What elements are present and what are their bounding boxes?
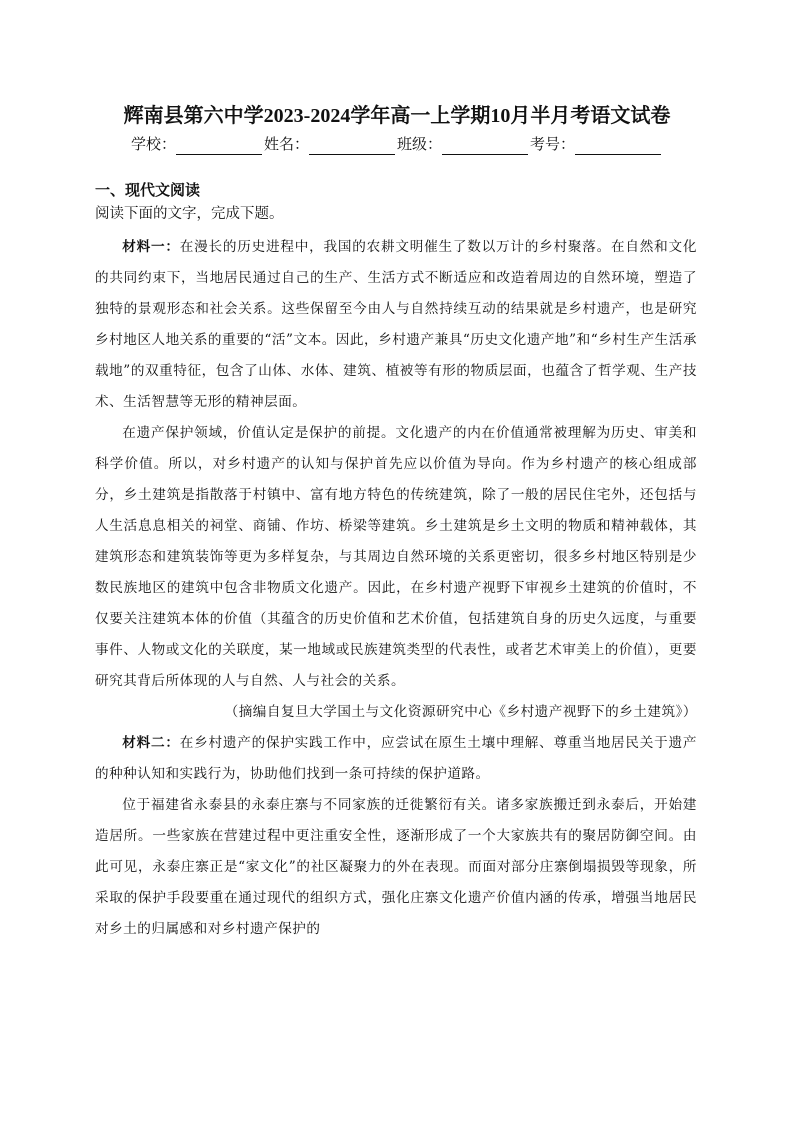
material1-p1-text: 在漫长的历史进程中，我国的农耕文明催生了数以万计的乡村聚落。在自然和文化的共同约束下，当地居民通过自己的生产、生活方式不断适应和改造着周边的自然环境，塑造了独特的景观形态和社会关系。这些保留至今由人与自然持续互动的结果就是乡村遗产，也是研究乡村地区人地关系的重要的“活”文本。因此，乡村遗产兼具“历史文化遗产地”和“乡村生产生活承载地”的双重特征，包含了山体、水体、建筑、植被等有形的物质层面，也蕴含了哲学观、生产技术、生活智慧等无形的精神层面。 xyxy=(95,239,698,410)
reading-passage xyxy=(95,232,697,945)
class-field xyxy=(397,135,530,155)
school-blank[interactable] xyxy=(176,138,262,155)
name-label: 姓名： xyxy=(263,136,309,153)
material2-label: 材料二： xyxy=(122,735,180,751)
material2-p1-text: 在乡村遗产的保护实践工作中，应尝试在原生土壤中理解、尊重当地居民关于遗产的种种认知和实践行为，协助他们找到一条可持续的保护道路。 xyxy=(95,735,698,782)
material2-paragraph-2: 位于福建省永泰县的永泰庄寨与不同家族的迁徙繁衍有关。诸多家族搬迁到永泰后，开始建造居所。一些家族在营建过程中更注重安全性，逐渐形成了一个大家族共有的聚居防御空间。由此可见，永泰庄寨正是“家文化”的社区凝聚力的外在表现。而面对部分庄寨倒塌损毁等现象，所采取的保护手段要重在通过现代的组织方式，强化庄寨文化遗产价值内涵的传承，增强当地居民对乡土的归属感和对乡村遗产保护的 xyxy=(95,797,697,937)
exam-title: 辉南县第六中学2023-2024学年高一上学期10月半月考语文试卷 xyxy=(123,105,671,127)
material1-paragraph-2: 在遗产保护领域，价值认定是保护的前提。文化遗产的内在价值通常被理解为历史、审美和科学价值。所以，对乡村遗产的认知与保护首先应以价值为导向。作为乡村遗产的核心组成部分，乡土建筑是指散落于村镇中、富有地方特色的传统建筑，除了一般的居民住宅外，还包括与人生活息息相关的祠堂、商铺、作坊、桥梁等建筑。乡土建筑是乡土文明的物质和精神载体，其建筑形态和建筑装饰等更为多样复杂，与其周边自然环境的关系更密切，很多乡村地区特别是少数民族地区的建筑中包含非物质文化遗产。因此，在乡村遗产视野下审视乡土建筑的价值时，不仅要关注建筑本体的价值（其蕴含的历史价值和艺术价值，包括建筑自身的历史久远度，与重要事件、人物或文化的关联度，某一地域或民族建筑类型的代表性，或者艺术审美上的价值），更要研究其背后所体现的人与自然、人与社会的关系。 xyxy=(95,425,697,689)
material1-label: 材料一： xyxy=(122,239,180,255)
exam-number-field xyxy=(530,135,663,155)
exam-number-blank[interactable] xyxy=(575,138,661,155)
material1-source: （摘编自复旦大学国土与文化资源研究中心《乡村遗产视野下的乡土建筑》） xyxy=(224,704,697,720)
student-info-line xyxy=(0,135,794,155)
reading-instruction: 阅读下面的文字，完成下题。 xyxy=(95,206,284,222)
name-field xyxy=(264,135,397,155)
class-blank[interactable] xyxy=(442,138,528,155)
school-field xyxy=(131,135,264,155)
school-label: 学校： xyxy=(130,136,176,153)
exam-number-label: 考号： xyxy=(530,136,576,153)
material2-paragraph-1 xyxy=(95,728,697,790)
name-blank[interactable] xyxy=(309,138,395,155)
class-label: 班级： xyxy=(397,136,443,153)
section-heading: 一、现代文阅读 xyxy=(95,182,201,199)
material1-paragraph-1 xyxy=(95,232,697,418)
